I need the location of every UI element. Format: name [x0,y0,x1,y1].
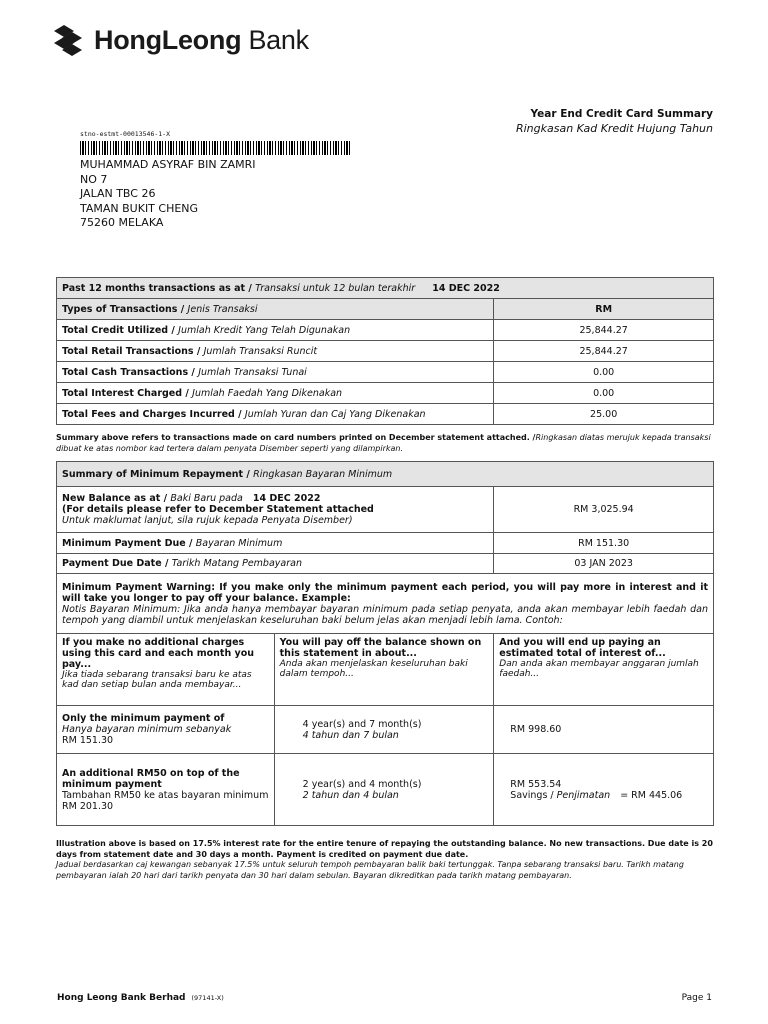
table-row: An additional RM50 on top of the minimum payment Tambahan RM50 ke atas bayaran minimum RM 201.30 2 year(s) and 4 month(s) 2 tahun dan 4 bulan RM 553.54 Savings / Penjimatan = RM 445.06 [57,754,714,826]
table-header-row: Past 12 months transactions as at / Transaksi untuk 12 bulan terakhir 14 DEC 2022 [57,278,714,299]
footer-company: Hong Leong Bank Berhad (97141-X) [57,993,224,1003]
column-header-row: Types of Transactions / Jenis Transaksi RM [57,299,714,320]
document-title [516,108,713,135]
minimum-due-row: Minimum Payment Due / Bayaran Minimum RM 151.30 [57,533,714,554]
address-line: NO 7 [80,172,108,186]
title-ms: Ringkasan Kad Kredit Hujung Tahun [515,122,713,135]
new-balance-value: RM 3,025.94 [494,487,714,533]
bank-logo [52,20,309,60]
hong-leong-logo-icon [52,23,86,57]
page-number: Page 1 [681,993,712,1003]
due-date-value: 03 JAN 2023 [494,554,714,574]
illustration-note: Illustration above is based on 17.5% interest rate for the entire tenure of repaying the outstanding balance. No new transactions. Due date is 20 days from statement date and 30 days a month. Payment is credited on payment due date. Jadual berdasarkan caj kewangan sebanyak 17.5% untuk seluruh tempoh pembayaran balik baki tertunggak. Tanpa sebarang transaksi baru. Tarikh matang pembayaran ialah 20 hari dari tarikh penyata dan 30 hari dalam sebulan. Bayaran dikreditkan pada tarikh matang pembayaran. [56,839,713,880]
barcode [80,141,352,155]
mailing-address [80,158,256,231]
summary-date: 14 DEC 2022 [432,282,500,294]
table-row: Total Cash Transactions / Jumlah Transaksi Tunai 0.00 [57,362,714,383]
statement-ref: stno-estmt-00013546-1-X [80,130,171,138]
logo-text-regular: Bank [241,24,309,55]
transactions-table [56,277,714,425]
transactions-note: Summary above refers to transactions made on card numbers printed on December statement attached. /Ringkasan diatas merujuk kepada transaksi dibuat ke atas nombor kad tertera dalam penyata Disember seperti yang dilampirkan. [56,433,711,453]
table-row: Only the minimum payment of Hanya bayaran minimum sebanyak RM 151.30 4 year(s) and 7 month(s) 4 tahun dan 7 bulan RM 998.60 [57,706,714,754]
title-en: Year End Credit Card Summary [530,108,713,120]
table-row: Total Fees and Charges Incurred / Jumlah Yuran dan Caj Yang Dikenakan 25.00 [57,404,714,425]
table-row: Total Interest Charged / Jumlah Faedah Yang Dikenakan 0.00 [57,383,714,404]
address-line: JALAN TBC 26 [80,187,156,201]
due-date-row: Payment Due Date / Tarikh Matang Pembayaran 03 JAN 2023 [57,554,714,574]
address-line: 75260 MELAKA [80,216,164,230]
minimum-due-value: RM 151.30 [494,533,714,554]
table-row: Total Credit Utilized / Jumlah Kredit Yang Telah Digunakan 25,844.27 [57,320,714,341]
table-row: Total Retail Transactions / Jumlah Transaksi Runcit 25,844.27 [57,341,714,362]
new-balance-row: New Balance as at / Baki Baru pada 14 DEC 2022 (For details please refer to December Statement attached Untuk maklumat lanjut, sila rujuk kepada Penyata Disember) RM 3,025.94 [57,487,714,533]
table-header-row: Summary of Minimum Repayment / Ringkasan Bayaran Minimum [57,462,714,487]
minimum-repayment-table [56,461,714,826]
warning-row: Minimum Payment Warning: If you make only the minimum payment each period, you will pay more in interest and it will take you longer to pay off your balance. Example: Notis Bayaran Minimum: Jika anda hanya membayar bayaran minimum pada setiap penyata, anda akan membayar lebih faedah dan tempoh yang diambil untuk menjelaskan keseluruhan baki belum jelas akan menjadi lebih lama. Contoh: [57,574,714,634]
address-line: TAMAN BUKIT CHENG [80,201,199,215]
example-header-row: If you make no additional charges using this card and each month you pay... Jika tiada sebarang transaksi baru ke atas kad dan setiap bulan anda membayar... You will pay off the balance shown on this statement in about... Anda akan menjelaskan keseluruhan baki dalam tempoh... And you will end up paying an estimated total of interest of... Dan anda akan membayar anggaran jumlah faedah... [57,634,714,706]
recipient-name: MUHAMMAD ASYRAF BIN ZAMRI [80,158,256,171]
logo-text-bold: HongLeong [94,24,242,55]
